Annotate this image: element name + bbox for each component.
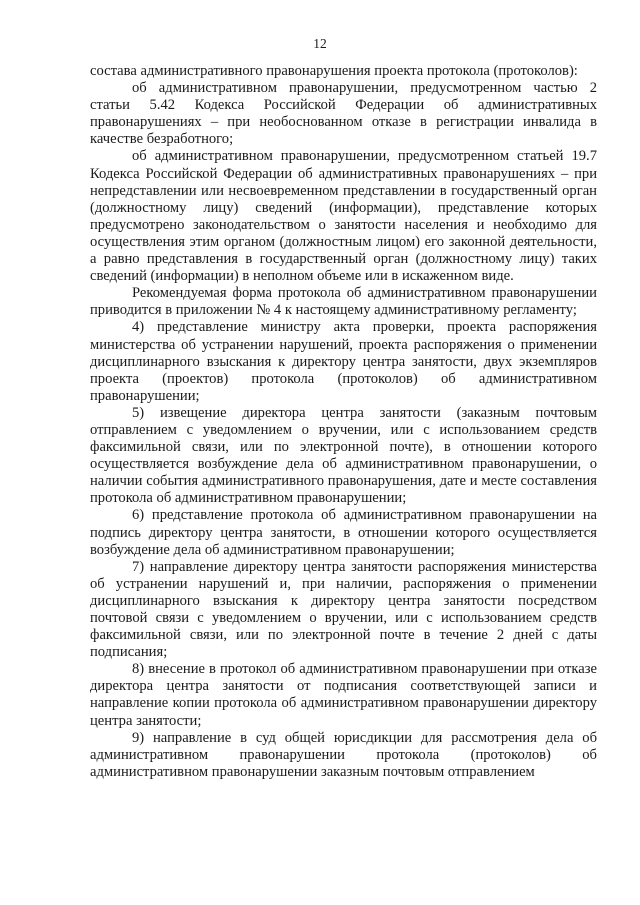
paragraph-item-6: 6) представление протокола об административном правонарушении на подпись директору центра занятости, в отношении которого осуществляется возбуждение дела об административном правонарушении; xyxy=(90,507,597,558)
paragraph-item-7: 7) направление директору центра занятости распоряжения министерства об устранении нарушений и, при наличии, распоряжения о применении дисциплинарного взыскания к директору центра занятости посредством почтовой связи с уведомлением о вручении, или с использованием средств факсимильной связи, или по электронной почте в течение 2 дней с даты подписания; xyxy=(90,558,597,661)
document-body xyxy=(90,63,597,781)
paragraph-item-9: 9) направление в суд общей юрисдикции для рассмотрения дела об административном правонарушении протокола (протоколов) об административном правонарушении заказным почтовым отправлением xyxy=(90,729,597,780)
paragraph-item-4: 4) представление министру акта проверки, проекта распоряжения министерства об устранении нарушений, проекта распоряжения о применении дисциплинарного взыскания к директору центра занятости, двух экземпляров проекта (проектов) протокола (протоколов) об административном правонарушении; xyxy=(90,319,597,404)
paragraph-continuation: состава административного правонарушения проекта протокола (протоколов): xyxy=(90,63,578,79)
paragraph-art-5-42: об административном правонарушении, предусмотренном частью 2 статьи 5.42 Кодекса Российской Федерации об административных правонарушениях – при необоснованном отказе в регистрации инвалида в качестве безработного; xyxy=(90,80,597,148)
paragraph-item-5: 5) извещение директора центра занятости (заказным почтовым отправлением с уведомлением о вручении, или с использованием средств факсимильной связи, или по электронной почте), в отношении которого осуществляется возбуждение дела об административном правонарушении, о наличии события административного правонарушения, дате и месте составления протокола об административном правонарушении; xyxy=(90,404,597,507)
paragraph-art-19-7: об административном правонарушении, предусмотренном статьей 19.7 Кодекса Российской Федерации об административных правонарушениях – при непредставлении или несвоевременном представлении в государственный орган (должностному лицу) сведений (информации), представление которых предусмотрено законодательством о занятости населения и необходимо для осуществления этим органом (должностным лицом) его законной деятельности, а равно представления в государственный орган (должностному лицу) таких сведений (информации) в неполном объеме или в искаженном виде. xyxy=(90,148,597,285)
page-number: 12 xyxy=(313,36,327,51)
paragraph-item-8: 8) внесение в протокол об административном правонарушении при отказе директора центра занятости от подписания соответствующей записи и направление копии протокола об административном правонарушении директору центра занятости; xyxy=(90,661,597,729)
paragraph-protocol-form: Рекомендуемая форма протокола об административном правонарушении приводится в приложении № 4 к настоящему административному регламенту; xyxy=(90,285,597,319)
